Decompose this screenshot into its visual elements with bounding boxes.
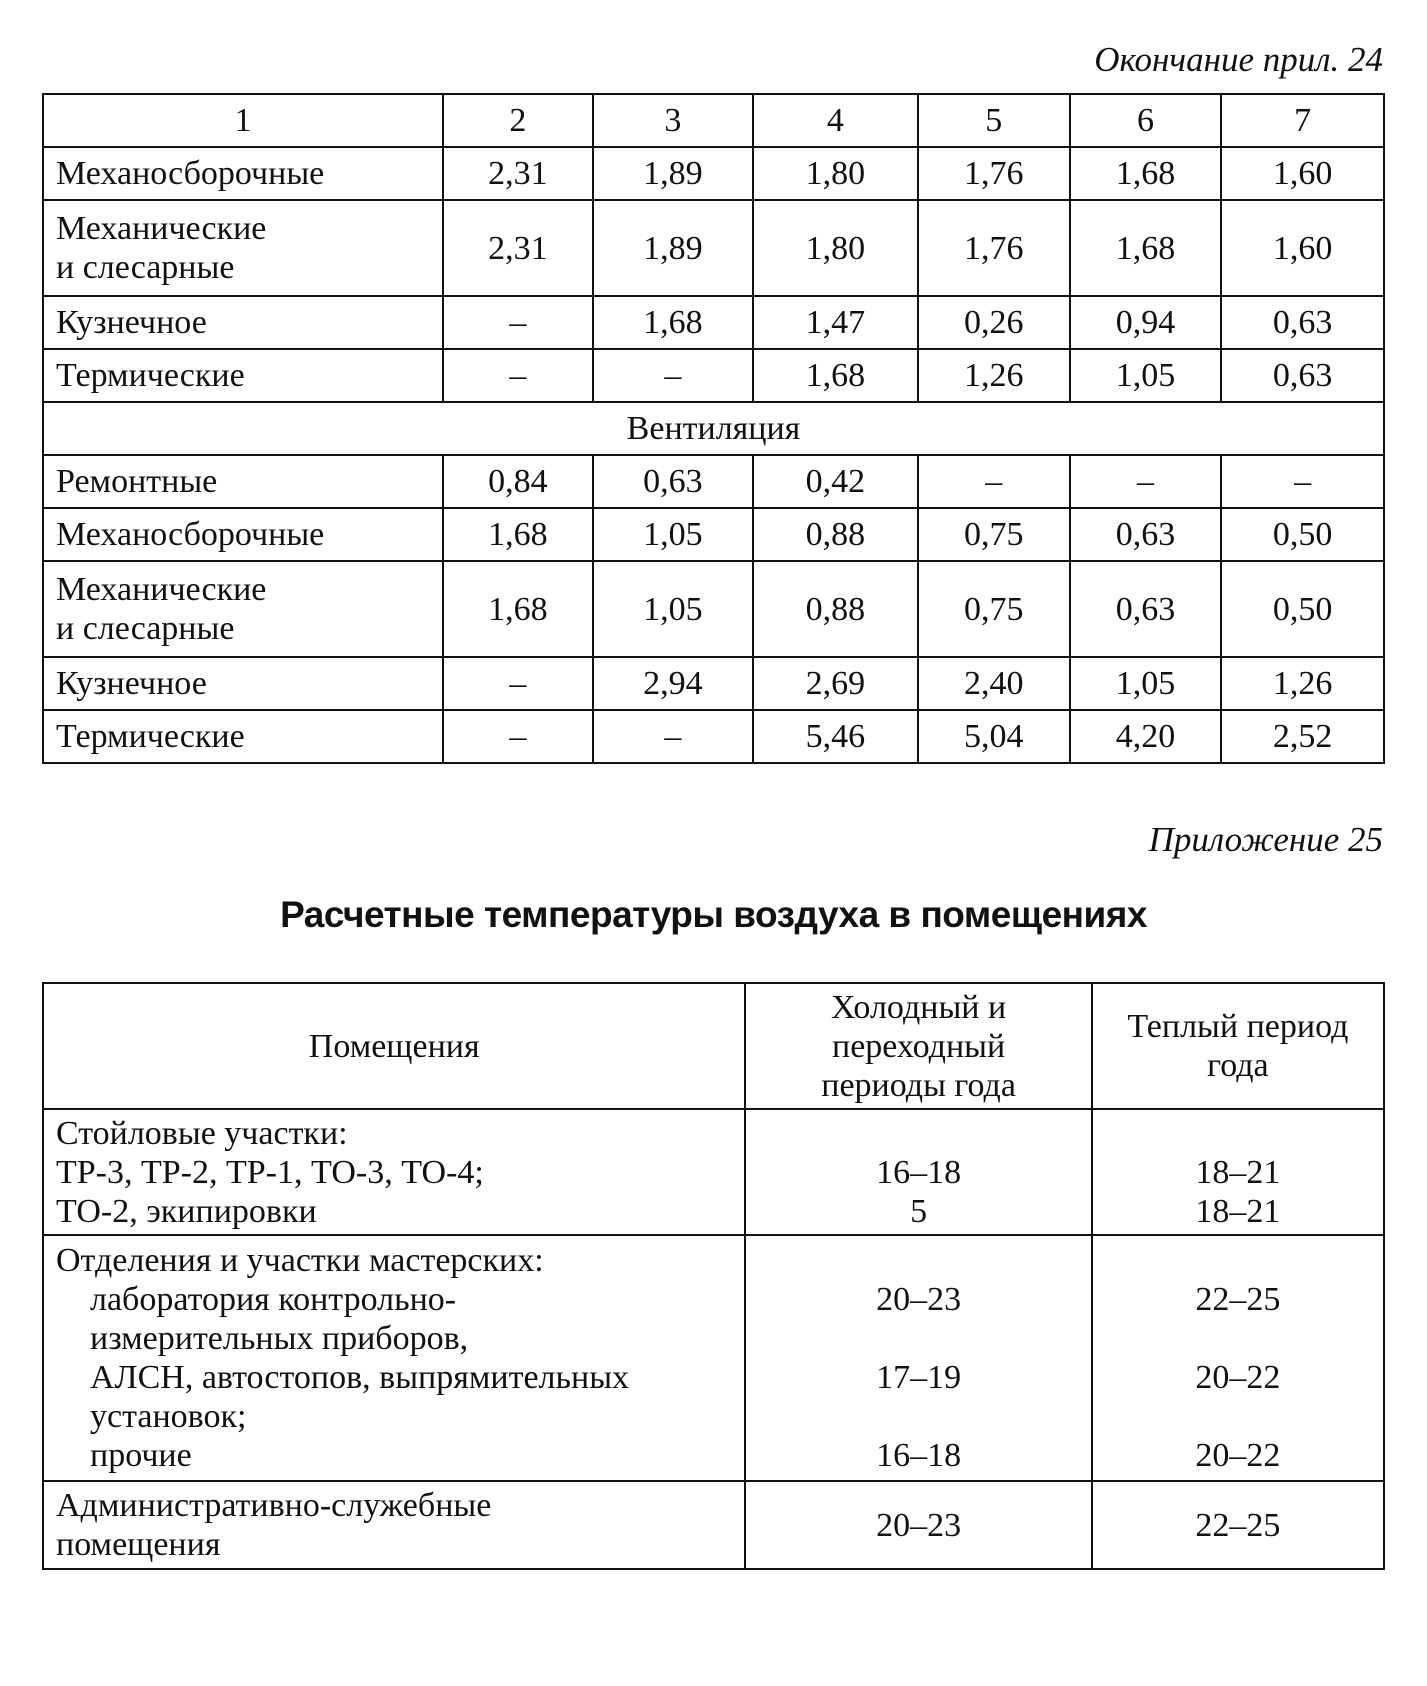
warm-values — [1092, 1235, 1384, 1481]
cell-value: 0,63 — [1221, 296, 1384, 349]
column-header: 2 — [443, 94, 593, 147]
cell-value: 2,52 — [1221, 710, 1384, 763]
item-name: АЛСН, автостопов, выпрямительных установок; — [90, 1359, 630, 1435]
cell-value: 20–23 — [745, 1481, 1091, 1569]
cell-value: – — [443, 710, 593, 763]
spacer — [754, 1114, 1082, 1153]
spacer — [1101, 1241, 1375, 1280]
row-label: Термические — [43, 349, 443, 402]
cell-value: 22–25 — [1092, 1481, 1384, 1569]
cell-value: 18–21 — [1195, 1153, 1281, 1191]
cell-value: 1,05 — [1070, 657, 1222, 710]
cell-value: 0,63 — [593, 455, 753, 508]
cell-value: 1,60 — [1221, 200, 1384, 296]
table-row — [43, 296, 1384, 349]
cell-value: 20–23 — [876, 1281, 962, 1318]
cell-value: 0,88 — [753, 561, 918, 657]
row-label: Механосборочные — [43, 147, 443, 200]
cell-value: 5 — [910, 1192, 928, 1230]
cell-value: – — [1221, 455, 1384, 508]
cell-value: 2,40 — [918, 657, 1070, 710]
spacer — [1101, 1114, 1375, 1153]
spacer — [1101, 1397, 1375, 1436]
cell-value: 0,75 — [918, 561, 1070, 657]
cell-value: 1,68 — [1070, 147, 1222, 200]
cell-value: 2,69 — [753, 657, 918, 710]
cell-value: 1,76 — [918, 147, 1070, 200]
table-row — [43, 1481, 1384, 1569]
cell-value: 1,05 — [593, 561, 753, 657]
cell-value: 0,50 — [1221, 561, 1384, 657]
cell-value: 18–21 — [1195, 1192, 1281, 1230]
table-header-row — [43, 983, 1384, 1109]
column-header-cold-text: Холодный и переходный периоды года — [821, 988, 1016, 1104]
warm-values — [1092, 1109, 1384, 1235]
spacer — [754, 1319, 1082, 1358]
column-header: 6 — [1070, 94, 1222, 147]
column-header-rooms: Помещения — [43, 983, 745, 1109]
group-title: Административно-служебные помещения — [56, 1487, 492, 1563]
cell-value: – — [443, 296, 593, 349]
cell-value: 0,75 — [918, 508, 1070, 561]
cell-value: 2,94 — [593, 657, 753, 710]
cell-value: 1,76 — [918, 200, 1070, 296]
cold-values — [745, 1109, 1091, 1235]
appendix-label: Приложение 25 — [1148, 820, 1383, 859]
spacer — [754, 1241, 1082, 1280]
table-row — [43, 1235, 1384, 1481]
cell-value: 22–25 — [1195, 1281, 1281, 1318]
page-title: Расчетные температуры воздуха в помещениях — [280, 894, 1147, 935]
cell-value: 0,42 — [753, 455, 918, 508]
cell-value: 5,46 — [753, 710, 918, 763]
table-row — [43, 349, 1384, 402]
table-row — [43, 710, 1384, 763]
cell-value: 1,05 — [593, 508, 753, 561]
table-row — [43, 1109, 1384, 1235]
column-header-warm-text: Теплый период года — [1127, 1008, 1349, 1084]
spacer — [754, 1397, 1082, 1436]
cell-value: 2,31 — [443, 147, 593, 200]
cell-value: 5,04 — [918, 710, 1070, 763]
table-row — [43, 455, 1384, 508]
row-label — [43, 1235, 745, 1481]
cell-value: 2,31 — [443, 200, 593, 296]
cell-value: 0,84 — [443, 455, 593, 508]
cell-value: – — [918, 455, 1070, 508]
cold-values — [745, 1235, 1091, 1481]
section-label: Вентиляция — [43, 402, 1384, 455]
cell-value: 0,88 — [753, 508, 918, 561]
spacer — [1101, 1319, 1375, 1358]
column-header: 7 — [1221, 94, 1384, 147]
row-label: Кузнечное — [43, 657, 443, 710]
cell-value: 4,20 — [1070, 710, 1222, 763]
table-row — [43, 147, 1384, 200]
row-label: Кузнечное — [43, 296, 443, 349]
item-name: ТО-2, экипировки — [56, 1192, 317, 1230]
cell-value: 1,68 — [753, 349, 918, 402]
cell-value: 1,68 — [443, 561, 593, 657]
cell-value: 1,68 — [1070, 200, 1222, 296]
row-label: Механосборочные — [43, 508, 443, 561]
cell-value: 1,68 — [443, 508, 593, 561]
cell-value: – — [443, 657, 593, 710]
group-title: Стойловые участки: — [56, 1114, 348, 1152]
cell-value: 0,63 — [1070, 508, 1222, 561]
cell-value: 1,89 — [593, 147, 753, 200]
cell-value: 16–18 — [876, 1153, 962, 1191]
cell-value: 0,63 — [1070, 561, 1222, 657]
column-header: 4 — [753, 94, 918, 147]
coefficients-table — [42, 93, 1385, 764]
cell-value: – — [593, 349, 753, 402]
section-row — [43, 402, 1384, 455]
row-label: Механические и слесарные — [43, 200, 443, 296]
item-name: прочие — [90, 1437, 192, 1474]
cell-value: 1,47 — [753, 296, 918, 349]
column-header: 3 — [593, 94, 753, 147]
cell-value: 0,63 — [1221, 349, 1384, 402]
cell-value: 1,26 — [918, 349, 1070, 402]
cell-value: 1,68 — [593, 296, 753, 349]
column-header: 5 — [918, 94, 1070, 147]
cell-value: 20–22 — [1195, 1359, 1281, 1396]
table-row — [43, 200, 1384, 296]
cell-value: 1,05 — [1070, 349, 1222, 402]
temperature-table — [42, 982, 1385, 1570]
column-header: 1 — [43, 94, 443, 147]
row-label — [43, 1109, 745, 1235]
cell-value: 0,94 — [1070, 296, 1222, 349]
cell-value: 0,50 — [1221, 508, 1384, 561]
cell-value: 1,60 — [1221, 147, 1384, 200]
table-row — [43, 657, 1384, 710]
cell-value: – — [593, 710, 753, 763]
column-header-cold — [745, 983, 1091, 1109]
cell-value: – — [443, 349, 593, 402]
row-label: Ремонтные — [43, 455, 443, 508]
cell-value: 1,89 — [593, 200, 753, 296]
cell-value: 1,80 — [753, 147, 918, 200]
item-name: лаборатория контрольно-измерительных приборов, — [90, 1281, 469, 1357]
table-row — [43, 561, 1384, 657]
item-name: ТР-3, ТР-2, ТР-1, ТО-3, ТО-4; — [56, 1153, 484, 1191]
cell-value: 1,26 — [1221, 657, 1384, 710]
table-header-row — [43, 94, 1384, 147]
column-header-warm — [1092, 983, 1384, 1109]
group-title: Отделения и участки мастерских: — [56, 1242, 544, 1279]
cell-value: 17–19 — [876, 1359, 962, 1396]
row-label: Термические — [43, 710, 443, 763]
cell-value: 0,26 — [918, 296, 1070, 349]
row-label — [43, 1481, 745, 1569]
cell-value: 20–22 — [1195, 1437, 1281, 1474]
continuation-note: Окончание прил. 24 — [1094, 40, 1383, 79]
table-row — [43, 508, 1384, 561]
cell-value: 16–18 — [876, 1437, 962, 1474]
row-label: Механические и слесарные — [43, 561, 443, 657]
cell-value: 1,80 — [753, 200, 918, 296]
cell-value: – — [1070, 455, 1222, 508]
